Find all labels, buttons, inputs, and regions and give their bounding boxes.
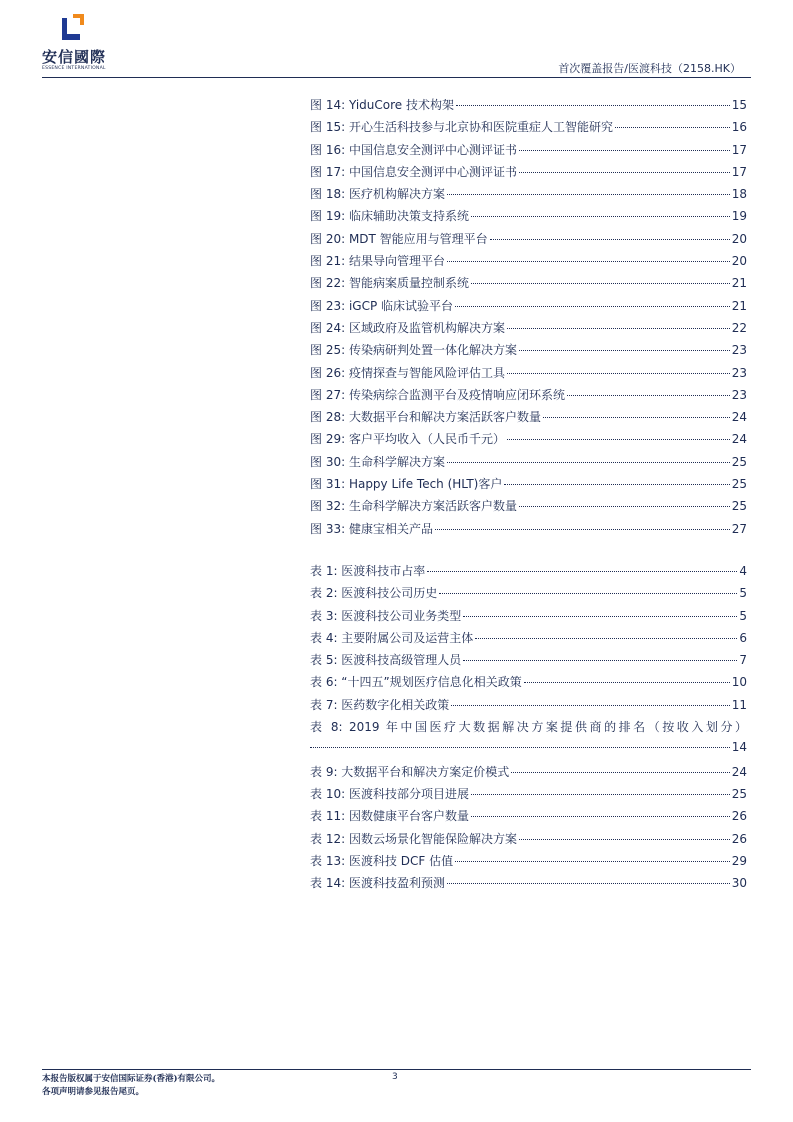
toc-page-number: 16 xyxy=(731,120,747,135)
company-logo xyxy=(42,14,122,76)
toc-entry-table-8[interactable] xyxy=(310,718,747,763)
toc-label: 表 3: 医渡科技公司业务类型 xyxy=(310,608,462,623)
toc-label: 图 29: 客户平均收入（人民币千元） xyxy=(310,432,505,447)
toc-entry-figure[interactable] xyxy=(310,96,747,118)
toc-leader-dots xyxy=(511,772,729,773)
toc-leader-dots xyxy=(471,816,730,817)
toc-page-number: 18 xyxy=(731,187,747,202)
toc-label: 表 6: “十四五”规划医疗信息化相关政策 xyxy=(310,675,522,690)
toc-label: 图 16: 中国信息安全测评中心测评证书 xyxy=(310,142,517,157)
toc-entry-figure[interactable] xyxy=(310,252,747,274)
toc-entry-figure[interactable] xyxy=(310,185,747,207)
toc-label: 表 8: 2019 年中国医疗大数据解决方案提供商的排名（按收入划分） xyxy=(310,720,747,735)
toc-page-number: 20 xyxy=(731,231,747,246)
toc-entry-table[interactable] xyxy=(310,651,747,673)
toc-page-number: 26 xyxy=(731,809,747,824)
toc-leader-dots xyxy=(471,216,730,217)
toc-entry-figure[interactable] xyxy=(310,475,747,497)
toc-entry-figure[interactable] xyxy=(310,163,747,185)
table-list-continued xyxy=(310,763,747,897)
toc-label: 图 28: 大数据平台和解决方案活跃客户数量 xyxy=(310,410,541,425)
toc-label: 图 23: iGCP 临床试验平台 xyxy=(310,298,454,313)
toc-label: 图 14: YiduCore 技术构架 xyxy=(310,98,454,112)
footer-copyright: 本报告版权属于安信国际证券(香港)有限公司。 xyxy=(42,1074,221,1084)
toc-entry-table[interactable] xyxy=(310,852,747,874)
toc-entry-table[interactable] xyxy=(310,607,747,629)
toc-leader-dots xyxy=(456,105,730,106)
toc-label: 图 33: 健康宝相关产品 xyxy=(310,521,433,536)
toc-entry-table[interactable] xyxy=(310,673,747,695)
toc-entry-figure[interactable] xyxy=(310,520,747,542)
toc-entry-table[interactable] xyxy=(310,785,747,807)
toc-label: 图 30: 生命科学解决方案 xyxy=(310,454,445,469)
toc-label: 表 1: 医渡科技市占率 xyxy=(310,563,426,578)
toc-page-number: 17 xyxy=(731,142,747,157)
toc-label: 图 32: 生命科学解决方案活跃客户数量 xyxy=(310,499,517,514)
toc-page-number: 11 xyxy=(731,697,747,712)
toc-entry-figure[interactable] xyxy=(310,319,747,341)
toc-page-number: 5 xyxy=(739,586,747,601)
toc-leader-dots xyxy=(463,660,737,661)
toc-page-number: 15 xyxy=(731,98,747,112)
toc-label: 图 22: 智能病案质量控制系统 xyxy=(310,276,469,291)
toc-entry-figure[interactable] xyxy=(310,364,747,386)
toc-page-number: 10 xyxy=(731,675,747,690)
toc-leader-dots xyxy=(519,172,730,173)
toc-leader-dots xyxy=(447,194,730,195)
toc-leader-dots xyxy=(519,150,730,151)
toc-label: 图 17: 中国信息安全测评中心测评证书 xyxy=(310,164,517,179)
toc-entry-table[interactable] xyxy=(310,830,747,852)
toc-leader-dots xyxy=(615,127,730,128)
toc-entry-table[interactable] xyxy=(310,696,747,718)
toc-page-number: 20 xyxy=(731,254,747,269)
toc-page-number: 26 xyxy=(731,831,747,846)
toc-entry-table[interactable] xyxy=(310,807,747,829)
toc-entry-figure[interactable] xyxy=(310,274,747,296)
toc-leader-dots xyxy=(471,283,730,284)
toc-label: 表 4: 主要附属公司及运营主体 xyxy=(310,630,474,645)
toc-leader-dots xyxy=(519,506,730,507)
section-gap xyxy=(310,542,747,562)
toc-entry-figure[interactable] xyxy=(310,141,747,163)
toc-label: 图 15: 开心生活科技参与北京协和医院重症人工智能研究 xyxy=(310,120,613,135)
toc-page-number: 25 xyxy=(731,499,747,514)
footer-statement: 各项声明请参见报告尾页。 xyxy=(42,1087,145,1097)
toc-page-number: 24 xyxy=(731,764,747,779)
toc-page-number: 29 xyxy=(731,853,747,868)
toc-page-number: 27 xyxy=(731,521,747,536)
toc-label: 表 10: 医渡科技部分项目进展 xyxy=(310,786,469,801)
toc-entry-figure[interactable] xyxy=(310,230,747,252)
page-number: 3 xyxy=(392,1072,398,1082)
toc-label: 图 31: Happy Life Tech (HLT)客户 xyxy=(310,477,503,492)
toc-label: 表 12: 因数云场景化智能保险解决方案 xyxy=(310,831,517,846)
toc-leader-dots xyxy=(504,484,729,485)
toc-entry-table[interactable] xyxy=(310,874,747,896)
toc-label: 图 27: 传染病综合监测平台及疫情响应闭环系统 xyxy=(310,387,565,402)
toc-page-number: 5 xyxy=(739,608,747,623)
toc-entry-figure[interactable] xyxy=(310,341,747,363)
report-title: 首次覆盖报告/医渡科技（2158.HK） xyxy=(558,62,741,75)
toc-page-number: 24 xyxy=(731,410,747,425)
toc-label: 表 9: 大数据平台和解决方案定价模式 xyxy=(310,764,510,779)
toc-entry-table[interactable] xyxy=(310,629,747,651)
toc-leader-dots xyxy=(507,439,730,440)
toc-leader-dots xyxy=(455,306,730,307)
toc-page-number: 30 xyxy=(731,876,747,891)
toc-entry-figure[interactable] xyxy=(310,497,747,519)
toc-page-number: 23 xyxy=(731,387,747,402)
toc-label: 表 2: 医渡科技公司历史 xyxy=(310,586,438,601)
toc-page-number: 14 xyxy=(731,740,747,755)
toc-leader-dots xyxy=(439,593,737,594)
toc-page-number: 21 xyxy=(731,276,747,291)
table-list xyxy=(310,562,747,718)
toc-leader-dots xyxy=(507,328,730,329)
figure-list xyxy=(310,96,747,542)
toc-page-number: 22 xyxy=(731,320,747,335)
toc-page-number: 24 xyxy=(731,432,747,447)
toc-leader-dots xyxy=(475,638,737,639)
header-divider xyxy=(42,77,751,78)
toc-leader-dots xyxy=(471,794,730,795)
toc-entry-table[interactable] xyxy=(310,763,747,785)
toc-label: 图 24: 区域政府及监管机构解决方案 xyxy=(310,320,505,335)
toc-entry-figure[interactable] xyxy=(310,386,747,408)
toc-leader-dots xyxy=(519,350,730,351)
toc-leader-dots xyxy=(447,883,730,884)
toc-leader-dots xyxy=(310,747,730,748)
toc-leader-dots xyxy=(463,616,737,617)
toc-page-number: 25 xyxy=(731,454,747,469)
toc-leader-dots xyxy=(519,839,730,840)
logo-name: 安信國際 xyxy=(42,48,107,66)
toc-label: 图 21: 结果导向管理平台 xyxy=(310,254,445,269)
toc-entry-figure[interactable] xyxy=(310,207,747,229)
toc-entry-figure[interactable] xyxy=(310,408,747,430)
toc-entry-figure[interactable] xyxy=(310,297,747,319)
toc-label: 表 13: 医渡科技 DCF 估值 xyxy=(310,853,454,868)
toc-page-number: 21 xyxy=(731,298,747,313)
toc-leader-dots xyxy=(507,373,730,374)
toc-label: 图 18: 医疗机构解决方案 xyxy=(310,187,445,202)
toc-page-number: 4 xyxy=(739,563,747,578)
toc-label: 表 7: 医药数字化相关政策 xyxy=(310,697,450,712)
toc-entry-figure[interactable] xyxy=(310,430,747,452)
toc-page-number: 23 xyxy=(731,365,747,380)
toc-page-number: 23 xyxy=(731,343,747,358)
toc-page-number: 7 xyxy=(739,653,747,668)
toc-leader-dots xyxy=(455,861,730,862)
toc-leader-dots xyxy=(427,571,737,572)
toc-leader-dots xyxy=(543,417,730,418)
toc-entry-table[interactable] xyxy=(310,584,747,606)
toc-label: 图 20: MDT 智能应用与管理平台 xyxy=(310,231,488,246)
toc-page-number: 25 xyxy=(731,786,747,801)
toc-leader-dots xyxy=(447,462,730,463)
footer-disclaimer xyxy=(42,1073,220,1099)
toc-label: 图 19: 临床辅助决策支持系统 xyxy=(310,209,469,224)
toc-entry-table[interactable] xyxy=(310,562,747,584)
toc-label: 图 25: 传染病研判处置一体化解决方案 xyxy=(310,343,517,358)
toc-leader-dots xyxy=(567,395,730,396)
toc-leader-dots xyxy=(524,682,730,683)
toc-label: 表 14: 医渡科技盈利预测 xyxy=(310,876,445,891)
logo-mark-icon xyxy=(62,14,86,42)
footer-divider xyxy=(42,1069,751,1070)
toc-leader-dots xyxy=(447,261,730,262)
toc-entry-figure[interactable] xyxy=(310,453,747,475)
toc-label: 表 11: 因数健康平台客户数量 xyxy=(310,809,469,824)
toc-leader-dots xyxy=(435,529,730,530)
logo-subtitle: ESSENCE INTERNATIONAL xyxy=(42,66,106,71)
toc-label: 表 5: 医渡科技高级管理人员 xyxy=(310,653,462,668)
toc-page-number: 19 xyxy=(731,209,747,224)
toc-page-number: 17 xyxy=(731,164,747,179)
toc-page-number: 6 xyxy=(739,630,747,645)
toc-page-number: 25 xyxy=(731,477,747,492)
toc-entry-figure[interactable] xyxy=(310,118,747,140)
toc-leader-dots xyxy=(451,705,729,706)
toc-leader-dots xyxy=(490,239,730,240)
table-of-contents xyxy=(310,96,747,896)
toc-label: 图 26: 疫情探查与智能风险评估工具 xyxy=(310,365,505,380)
